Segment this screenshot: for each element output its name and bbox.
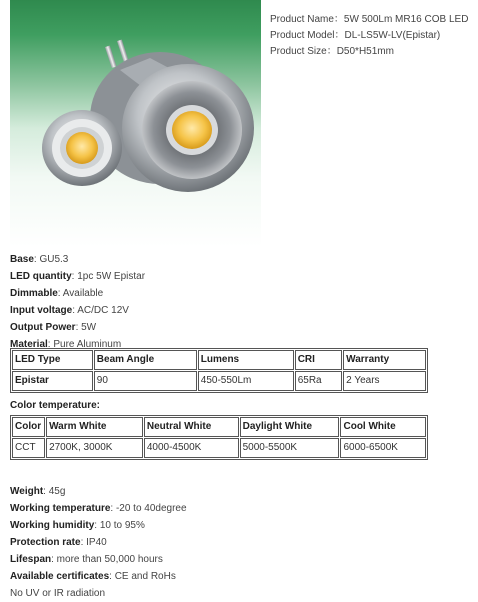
table-header-cell: Warm White: [46, 417, 143, 437]
table-cell: CCT: [12, 438, 45, 458]
table-header-cell: Lumens: [198, 350, 294, 370]
spec-no-uv-ir: No UV or IR radiation: [10, 588, 106, 599]
table-header-cell: Cool White: [340, 417, 426, 437]
table-header-cell: Warranty: [343, 350, 426, 370]
spec-input-voltage: Input voltage: AC/DC 12V: [10, 305, 129, 316]
table-header-cell: LED Type: [12, 350, 93, 370]
table-cell: 450-550Lm: [198, 371, 294, 391]
spec-certificates: Available certificates: CE and RoHs: [10, 571, 176, 582]
spec-working-humidity: Working humidity: 10 to 95%: [10, 520, 145, 531]
spec-led-quantity: LED quantity: 1pc 5W Epistar: [10, 271, 146, 282]
table-cell: 90: [94, 371, 197, 391]
table-cell: 4000-4500K: [144, 438, 239, 458]
spec-list: [10, 251, 145, 353]
product-name: Product Name：5W 500Lm MR16 COB LED: [270, 14, 469, 25]
table-header-cell: Beam Angle: [94, 350, 197, 370]
spec-working-temperature: Working temperature: -20 to 40degree: [10, 503, 187, 514]
led-bulb-illustration: [10, 0, 261, 247]
product-info: [270, 12, 468, 60]
spec-list-secondary: [10, 483, 187, 602]
product-model: Product Model：DL-LS5W-LV(Epistar): [270, 30, 441, 41]
table-cell: Epistar: [12, 371, 93, 391]
table-header-cell: CRI: [295, 350, 342, 370]
product-size: Product Size：D50*H51mm: [270, 46, 394, 57]
spec-weight: Weight: 45g: [10, 486, 66, 497]
led-spec-table: [10, 348, 428, 393]
table-cell: 2 Years: [343, 371, 426, 391]
product-photo: [10, 0, 261, 247]
table-cell: 6000-6500K: [340, 438, 426, 458]
color-temperature-table: [10, 415, 428, 460]
table-header-cell: Neutral White: [144, 417, 239, 437]
table-cell: 2700K, 3000K: [46, 438, 143, 458]
table-header-cell: Color: [12, 417, 45, 437]
spec-protection-rate: Protection rate: IP40: [10, 537, 107, 548]
table-header-cell: Daylight White: [240, 417, 340, 437]
spec-output-power: Output Power: 5W: [10, 322, 97, 333]
table-row: [12, 371, 426, 391]
table-row: [12, 438, 426, 458]
color-temperature-title: Color temperature:: [10, 400, 101, 411]
spec-material: Material: Pure Aluminum: [10, 339, 122, 350]
table-header-row: [12, 417, 426, 437]
table-header-row: [12, 350, 426, 370]
table-cell: 65Ra: [295, 371, 342, 391]
spec-lifespan: Lifespan: more than 50,000 hours: [10, 554, 163, 565]
spec-base: Base: GU5.3: [10, 254, 69, 265]
table-cell: 5000-5500K: [240, 438, 340, 458]
spec-dimmable: Dimmable: Available: [10, 288, 104, 299]
